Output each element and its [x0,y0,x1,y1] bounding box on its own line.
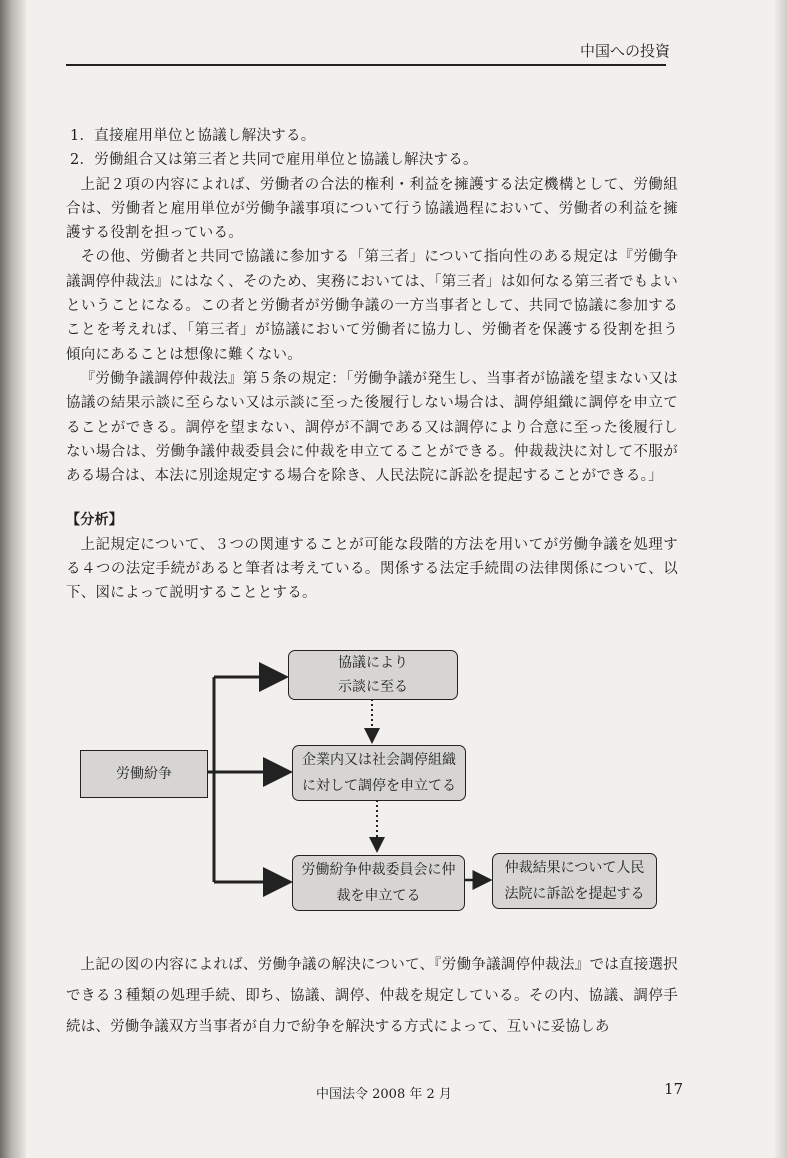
box-arbitration-line-1: 労働紛争仲裁委員会に仲 [301,862,456,878]
paragraph-union-role: 上記２項の内容によれば、労働者の合法的権利・利益を擁護する法定機構として、労働組合は、労働者と雇用単位が労働争議事項について行う協議過程において、労働者の利益を擁護する役割を担っている。 [66,176,678,242]
page-binding-shadow [0,0,26,1158]
box-labor-dispute [80,750,208,798]
box-mediation-line-2: に対して調停を申立てる [302,778,456,794]
box-arbitration [292,855,465,911]
body-text [66,124,678,606]
analysis-paragraph: 上記規定について、３つの関連することが可能な段階的方法を用いてが労働争議を処理する４つの法定手続があると筆者は考えている。関係する法定手続間の法律関係について、以下、図によって説明することとする。 [66,536,678,602]
paragraph-third-party: その他、労働者と共同で協議に参加する「第三者」について指向性のある規定は『労働争議調停仲裁法』にはなく、そのため、実務においては、「第三者」は如何なる第三者でもよいということになる。この者と労働者が労働争議の一方当事者として、共同で協議に参加することを考えれば、「第三者」が協議において労働者に協力し、労働者を保護する役割を担う傾向にあることは想像に難くない。 [66,249,678,363]
list-item-1: 1．直接雇用単位と協議し解決する。 [70,128,316,144]
closing-text [66,950,678,1043]
box-arbitration-line-2: 裁を申立てる [336,888,421,904]
box-labor-dispute-label: 労働紛争 [116,766,172,782]
page-number: 17 [664,1080,684,1098]
box-court-line-1: 仲裁結果について人民 [504,860,645,876]
box-mediation-line-1: 企業内又は社会調停組織 [302,752,456,768]
list-item-2: 2．労働組合又は第三者と共同で雇用単位と協議し解決する。 [70,152,478,169]
box-court [492,853,657,909]
paragraph-article-5: 『労働争議調停仲裁法』第５条の規定：「労働争議が発生し、当事者が協議を望まない又は協議の結果示談に至らない又は示談に至った後履行しない場合は、調停組織に調停を申立てることができる。調停を望まない、調停が不調である又は調停により合意に至った後履行しない場合は、労働争議仲裁委員会に仲裁を申立てることができる。仲裁裁決に対して不服がある場合は、本法に別途規定する場合を除き、人民法院に訴訟を提起することができる。」 [66,370,678,485]
footer-journal: 中国法令 2008 年 2 月 [316,1087,452,1102]
header-rule [66,64,666,66]
running-header: 中国への投資 [580,42,671,60]
box-negotiation [288,650,458,700]
box-mediation [292,745,466,801]
analysis-heading: 【分析】 [66,512,123,529]
box-court-line-2: 法院に訴訟を提起する [504,886,645,902]
paragraph-after-diagram: 上記の図の内容によれば、労働争議の解決について、『労働争議調停仲裁法』では直接選択できる３種類の処理手続、即ち、協議、調停、仲裁を規定している。その内、協議、調停手続は、労働争議双方当事者が自力で紛争を解決する方式によって、互いに妥協しあ [66,957,678,1035]
page-edge [775,0,787,1158]
box-negotiation-line-2: 示談に至る [338,679,408,695]
box-negotiation-line-1: 協議により [338,655,408,671]
